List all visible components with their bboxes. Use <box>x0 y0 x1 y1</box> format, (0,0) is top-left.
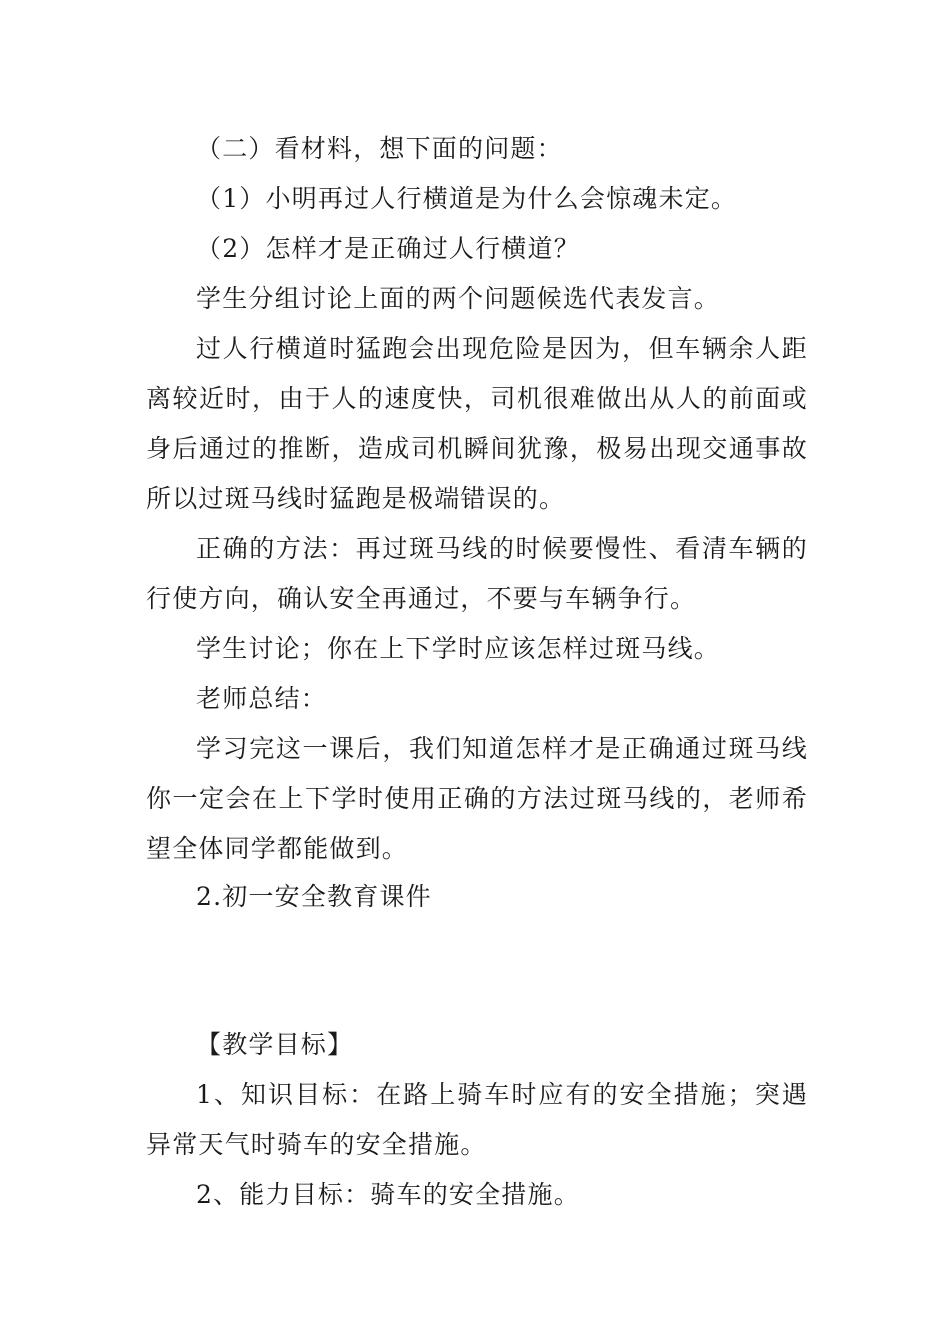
summary-block <box>146 724 808 874</box>
question-2: （2）怎样才是正确过人行横道？ <box>196 234 580 263</box>
discussion-instruction: 学生分组讨论上面的两个问题候选代表发言。 <box>196 284 721 313</box>
section-heading: （二）看材料，想下面的问题： <box>196 134 563 163</box>
method-block <box>146 524 808 624</box>
teaching-goals-heading: 【教学目标】 <box>196 1030 354 1059</box>
teacher-summary-label: 老师总结： <box>196 684 328 713</box>
question-1: （1）小明再过人行横道是为什么会惊魂未定。 <box>196 184 738 213</box>
teacher-summary: 学习完这一课后，我们知道怎样才是正确通过斑马线你一定会在上下学时使用正确的方法过斑马线的，老师希望全体同学都能做到。 <box>146 734 808 863</box>
danger-explanation: 过人行横道时猛跑会出现危险是因为，但车辆余人距离较近时，由于人的速度快，司机很难做出从人的前面或身后通过的推断，造成司机瞬间犹豫，极易出现交通事故所以过斑马线时猛跑是极端错误的。 <box>146 334 808 513</box>
student-discussion: 学生讨论；你在上下学时应该怎样过斑马线。 <box>196 634 721 663</box>
goal-1-block <box>146 1070 808 1170</box>
knowledge-goal: 1、知识目标：在路上骑车时应有的安全措施；突遇异常天气时骑车的安全措施。 <box>146 1080 808 1159</box>
correct-method: 正确的方法：再过斑马线的时候要慢性、看清车辆的行使方向，确认安全再通过，不要与车辆争行。 <box>146 534 808 613</box>
section-title: 2.初一安全教育课件 <box>196 882 432 911</box>
explanation-block <box>146 324 808 524</box>
ability-goal: 2、能力目标：骑车的安全措施。 <box>196 1180 580 1209</box>
